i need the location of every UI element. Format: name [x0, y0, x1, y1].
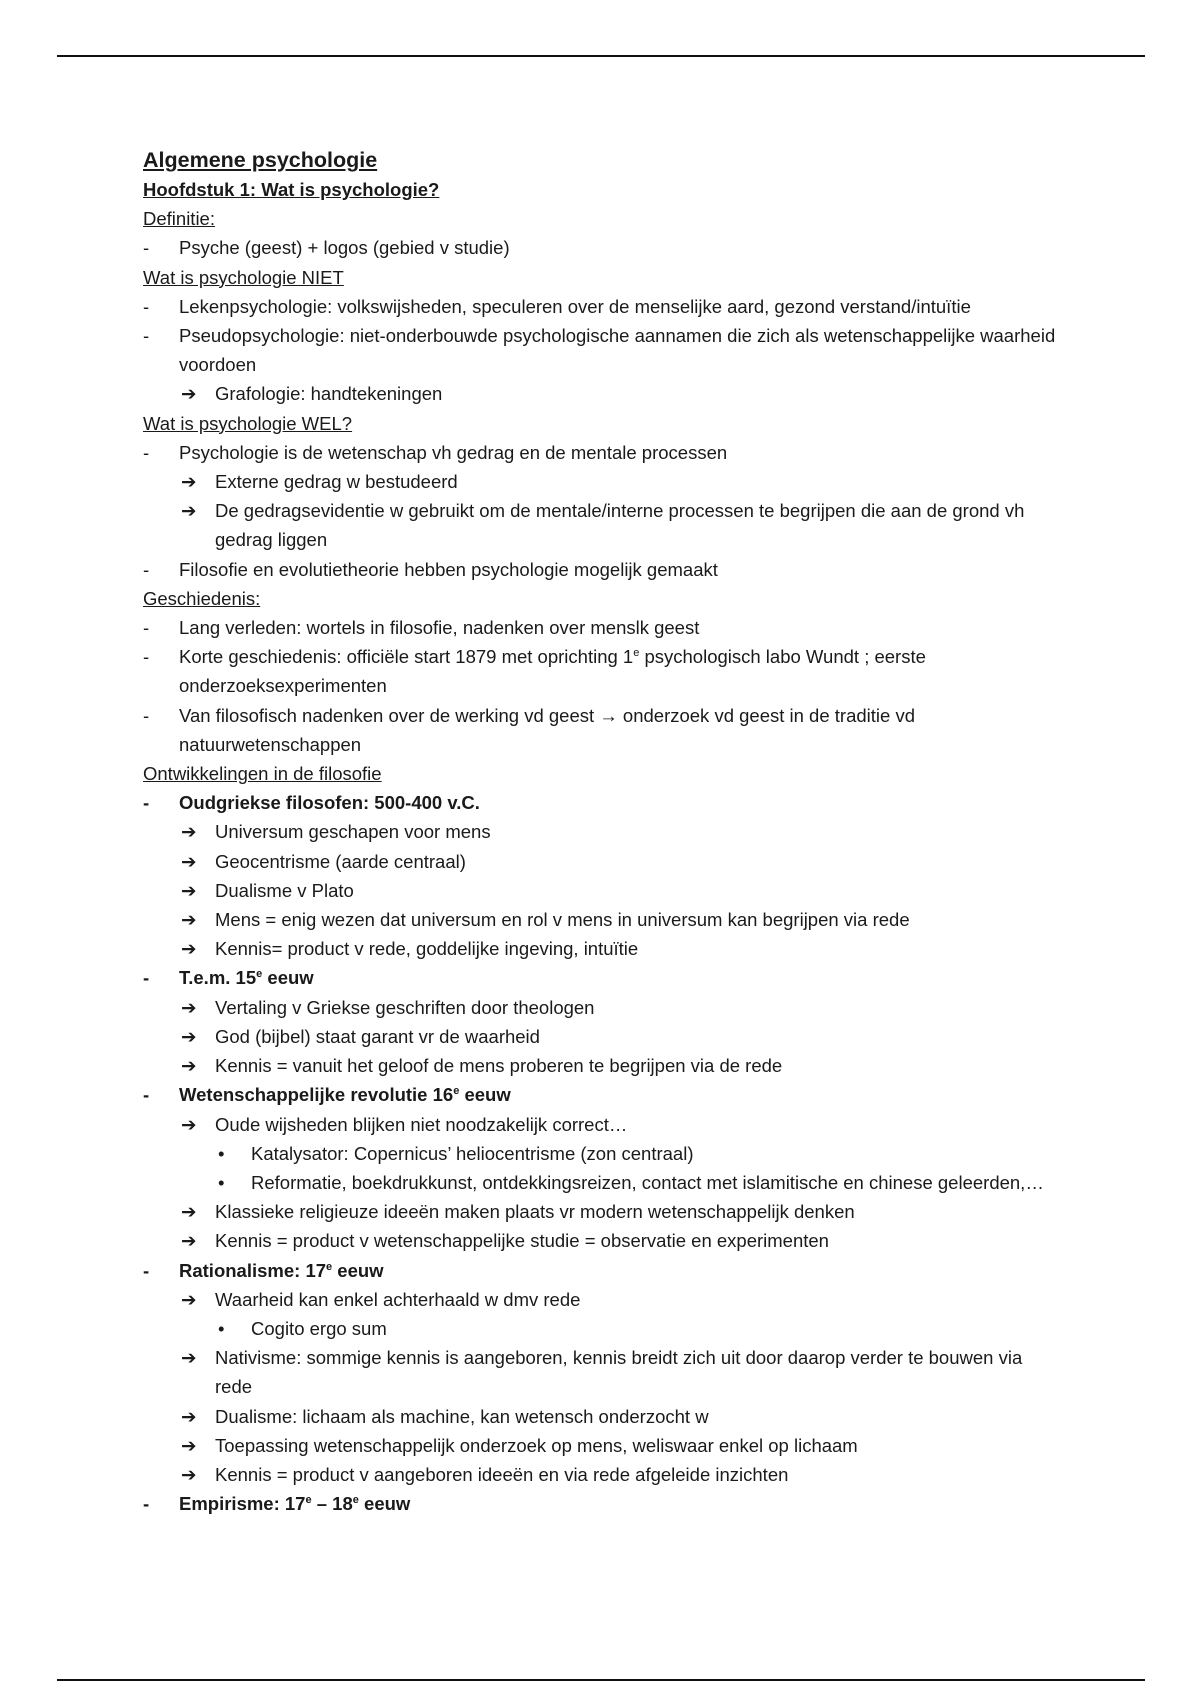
arrow-item: ➔ Kennis= product v rede, goddelijke ingeving, intuïtie	[143, 934, 1063, 963]
dash-marker: -	[143, 558, 150, 580]
arrow-icon: ➔	[181, 821, 197, 843]
arrow-icon: ➔	[181, 938, 197, 960]
arrow-icon: ➔	[181, 1288, 197, 1310]
period-heading: - Wetenschappelijke revolutie 16e eeuw	[143, 1080, 1063, 1109]
arrow-icon: ➔	[181, 909, 197, 931]
dash-marker: -	[143, 646, 150, 668]
document-body	[143, 145, 1063, 1518]
arrow-icon: ➔	[181, 1434, 197, 1456]
arrow-item: ➔ God (bijbel) staat garant vr de waarheid	[143, 1022, 1063, 1051]
arrow-icon: ➔	[181, 1230, 197, 1252]
arrow-item: ➔ Nativisme: sommige kennis is aangeboren, kennis breidt zich uit door daarop verder te bouwen via rede	[143, 1343, 1063, 1401]
bullet-icon: •	[218, 1142, 225, 1164]
list-item: - Lekenpsychologie: volkswijsheden, speculeren over de menselijke aard, gezond verstand/intuïtie	[143, 292, 1063, 321]
arrow-item: ➔ Grafologie: handtekeningen	[143, 379, 1063, 408]
arrow-item: ➔ Mens = enig wezen dat universum en rol v mens in universum kan begrijpen via rede	[143, 905, 1063, 934]
arrow-item: ➔ Kennis = product v wetenschappelijke studie = observatie en experimenten	[143, 1226, 1063, 1255]
arrow-icon: ➔	[181, 500, 197, 522]
arrow-icon: ➔	[181, 850, 197, 872]
dash-marker: -	[143, 617, 150, 639]
arrow-item: ➔ Oude wijsheden blijken niet noodzakelijk correct…	[143, 1110, 1063, 1139]
bullet-item: • Katalysator: Copernicus’ heliocentrisme (zon centraal)	[143, 1139, 1063, 1168]
arrow-item: ➔ Waarheid kan enkel achterhaald w dmv rede	[143, 1285, 1063, 1314]
dash-marker: -	[143, 237, 150, 259]
bottom-rule	[57, 1679, 1145, 1681]
top-rule	[57, 55, 1145, 57]
arrow-item: ➔ Kennis = vanuit het geloof de mens proberen te begrijpen via de rede	[143, 1051, 1063, 1080]
arrow-icon: ➔	[181, 383, 197, 405]
arrow-icon: ➔	[181, 1025, 197, 1047]
section-heading: Definitie:	[143, 208, 215, 230]
dash-marker: -	[143, 1493, 150, 1515]
bullet-item: • Reformatie, boekdrukkunst, ontdekkingsreizen, contact met islamitische en chinese geleerden,…	[143, 1168, 1063, 1197]
arrow-item: ➔ Vertaling v Griekse geschriften door theologen	[143, 993, 1063, 1022]
arrow-item: ➔ Externe gedrag w bestudeerd	[143, 467, 1063, 496]
period-heading: - T.e.m. 15e eeuw	[143, 963, 1063, 992]
arrow-item: ➔ Geocentrisme (aarde centraal)	[143, 847, 1063, 876]
arrow-item: ➔ De gedragsevidentie w gebruikt om de mentale/interne processen te begrijpen die aan de grond vh gedrag liggen	[143, 496, 1063, 554]
dash-marker: -	[143, 967, 150, 989]
bullet-icon: •	[218, 1317, 225, 1339]
arrow-item: ➔ Universum geschapen voor mens	[143, 817, 1063, 846]
arrow-icon: ➔	[181, 1055, 197, 1077]
section-heading: Wat is psychologie NIET	[143, 266, 344, 288]
period-heading: - Oudgriekse filosofen: 500-400 v.C.	[143, 788, 1063, 817]
arrow-item: ➔ Dualisme: lichaam als machine, kan wetensch onderzocht w	[143, 1402, 1063, 1431]
dash-marker: -	[143, 325, 150, 347]
document-title: Algemene psychologie	[143, 148, 378, 172]
bullet-item: • Cogito ergo sum	[143, 1314, 1063, 1343]
dash-marker: -	[143, 792, 150, 814]
arrow-icon: ➔	[181, 1347, 197, 1369]
arrow-icon: ➔	[181, 996, 197, 1018]
dash-marker: -	[143, 704, 150, 726]
arrow-icon: ➔	[181, 1113, 197, 1135]
section-heading: Geschiedenis:	[143, 587, 261, 609]
list-item: - Psychologie is de wetenschap vh gedrag en de mentale processen	[143, 438, 1063, 467]
arrow-item: ➔ Kennis = product v aangeboren ideeën en via rede afgeleide inzichten	[143, 1460, 1063, 1489]
arrow-icon: ➔	[181, 1201, 197, 1223]
list-item: - Psyche (geest) + logos (gebied v studie)	[143, 233, 1063, 262]
list-item: - Filosofie en evolutietheorie hebben psychologie mogelijk gemaakt	[143, 555, 1063, 584]
list-item: - Korte geschiedenis: officiële start 1879 met oprichting 1e psychologisch labo Wundt ; eerste onderzoeksexperimenten	[143, 642, 1063, 700]
arrow-item: ➔ Dualisme v Plato	[143, 876, 1063, 905]
arrow-icon: ➔	[181, 879, 197, 901]
arrow-item: ➔ Klassieke religieuze ideeën maken plaats vr modern wetenschappelijk denken	[143, 1197, 1063, 1226]
list-item: - Lang verleden: wortels in filosofie, nadenken over menslk geest	[143, 613, 1063, 642]
dash-marker: -	[143, 295, 150, 317]
arrow-item: ➔ Toepassing wetenschappelijk onderzoek op mens, weliswaar enkel op lichaam	[143, 1431, 1063, 1460]
dash-marker: -	[143, 441, 150, 463]
arrow-icon: ➔	[181, 1405, 197, 1427]
section-heading: Ontwikkelingen in de filosofie	[143, 763, 382, 785]
dash-marker: -	[143, 1259, 150, 1281]
period-heading: - Empirisme: 17e – 18e eeuw	[143, 1489, 1063, 1518]
arrow-icon: ➔	[181, 471, 197, 493]
list-item: - Pseudopsychologie: niet-onderbouwde psychologische aannamen die zich als wetenschappelijke waarheid voordoen	[143, 321, 1063, 379]
dash-marker: -	[143, 1084, 150, 1106]
list-item: - Van filosofisch nadenken over de werking vd geest → onderzoek vd geest in de traditie vd natuurwetenschappen	[143, 701, 1063, 759]
section-heading: Wat is psychologie WEL?	[143, 412, 353, 434]
bullet-icon: •	[218, 1171, 225, 1193]
chapter-heading: Hoofdstuk 1: Wat is psychologie?	[143, 179, 440, 200]
arrow-icon: ➔	[181, 1463, 197, 1485]
period-heading: - Rationalisme: 17e eeuw	[143, 1256, 1063, 1285]
